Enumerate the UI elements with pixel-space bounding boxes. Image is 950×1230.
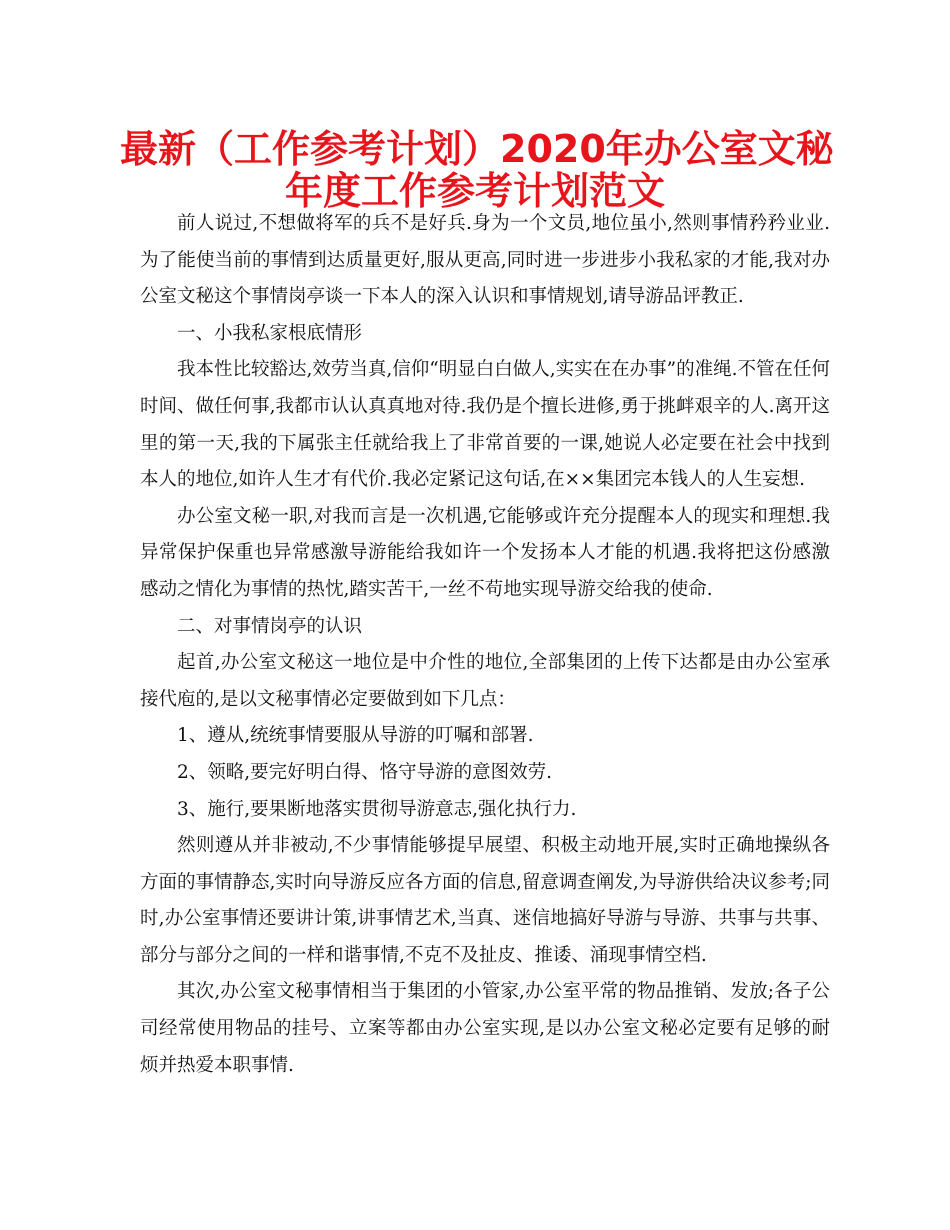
paragraph-first: 起首,办公室文秘这一地位是中介性的地位,全部集团的上传下达都是由办公室承接代庖的,是以文秘事情必定要做到如下几点： [140, 652, 830, 710]
paragraph-second: 其次,办公室文秘事情相当于集团的小管家,办公室平常的物品推销、发放;各子公司经常使用物品的挂号、立案等都由办公室实现,是以办公室文秘必定要有足够的耐烦并热爱本职事情. [140, 981, 830, 1076]
document-title-line-2: 年度工作参考计划范文 [284, 169, 665, 213]
paragraph-personal: 我本性比较豁达,效劳当真,信仰“明显白白做人,实实在在办事”的准绳.不管在任何时间、做任何事,我都市认认真真地对待.我仍是个擅长进修,勇于挑衅艰辛的人.离开这里的第一天,我的下属张主任就给我上了非常首要的一课,她说人必定要在社会中找到本人的地位,如许人生才有代价.我必定紧记这句话,在××集团完本钱人的人生妄想. [140, 359, 830, 491]
list-item-3: 3、施行,要果断地落实贯彻导游意志,强化执行力. [177, 798, 577, 820]
section-heading-2: 二、对事情岗亭的认识 [177, 615, 363, 637]
document-body [140, 206, 830, 1084]
paragraph-intro: 前人说过,不想做将军的兵不是好兵.身为一个文员,地位虽小,然则事情矜矜业业.为了能使当前的事情到达质量更好,服从更高,同时进一步进步小我私家的才能,我对办公室文秘这个事情岗亭谈一下本人的深入认识和事情规划,请导游品评教正. [140, 213, 830, 308]
paragraph-opportunity: 办公室文秘一职,对我而言是一次机遇,它能够或许充分提醒本人的现实和理想.我异常保护保重也异常感激导游能给我如许一个发扬本人才能的机遇.我将把这份感激感动之情化为事情的热忱,踏实苦干,一丝不苟地实现导游交给我的使命. [140, 505, 830, 600]
paragraph-however: 然则遵从并非被动,不少事情能够提早展望、积极主动地开展,实时正确地操纵各方面的事情静态,实时向导游反应各方面的信息,留意调查阐发,为导游供给决议参考;同时,办公室事情还要讲计策,讲事情艺术,当真、迷信地搞好导游与导游、共事与共事、部分与部分之间的一样和谐事情,不克不及扯皮、推诿、涌现事情空档. [140, 835, 830, 966]
section-heading-1: 一、小我私家根底情形 [177, 322, 363, 344]
document-title-line-1: 最新（工作参考计划）2020年办公室文秘 [120, 127, 834, 171]
list-item-2: 2、领略,要完好明白得、恪守导游的意图效劳. [177, 761, 553, 783]
list-item-1: 1、遵从,统统事情要服从导游的叮嘱和部署. [177, 725, 534, 747]
